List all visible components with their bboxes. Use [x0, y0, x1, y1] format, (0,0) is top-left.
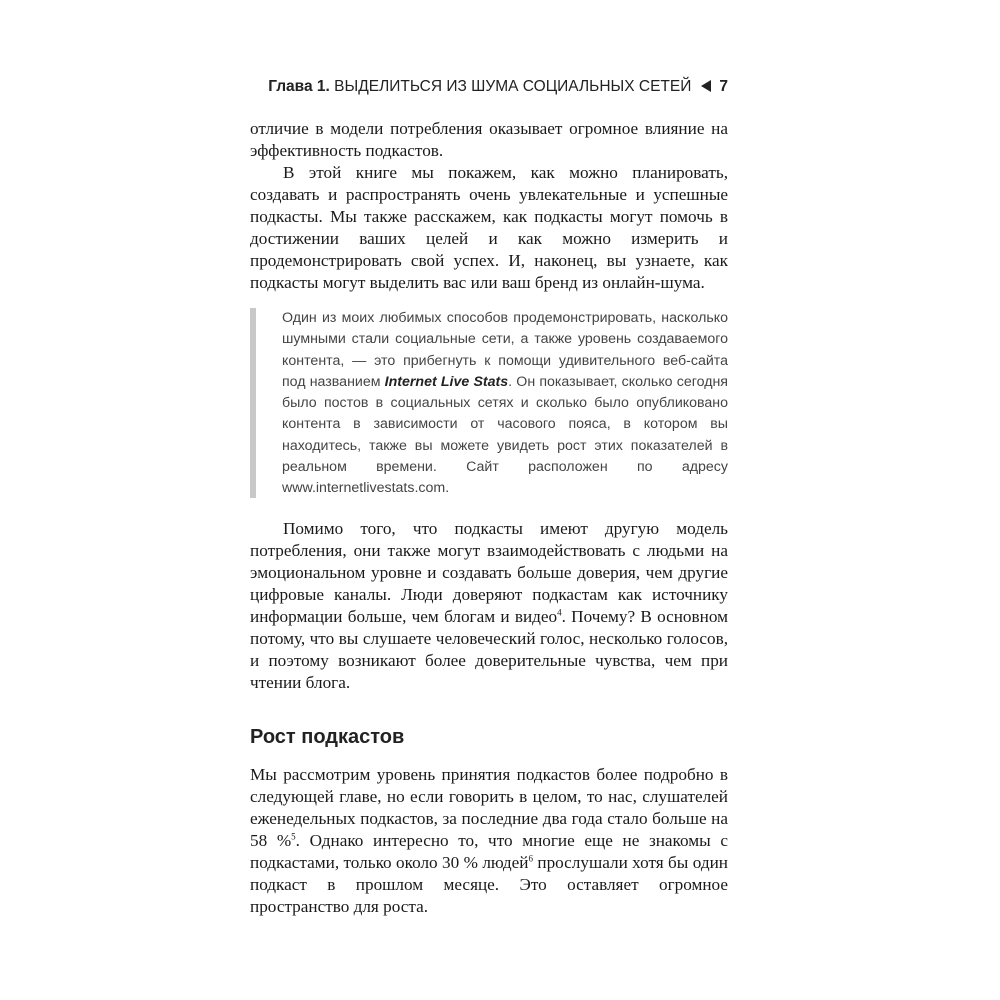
section-title: Рост подкастов	[250, 726, 405, 748]
page-number: 7	[719, 78, 728, 95]
sidebar-note-text: Один из моих любимых способов продемонстрировать, насколько шумными стали социальные сети, а также уровень создаваемого контента, — это прибегнуть к помощи удивительного веб-сайта под названием Internet Live Stats. Он показывает, сколько сегодня было постов в социальных сетях и сколько было опубликовано контента в зависимости от часового пояса, в котором вы находитесь, также вы можете увидеть рост этих показателей в реальном времени. Сайт расположен по адресу www.internetlivestats.com.	[282, 310, 728, 497]
running-header	[250, 78, 728, 96]
paragraph-growth: Мы рассмотрим уровень принятия подкастов более подробно в следующей главе, но если говорить в целом, то нас, слушателей еженедельных подкастов, за последние два года стало больше на 58 %$^5$. Однако интересно то, что многие еще не знакомы с подкастами, только около 30 % людей$^6$ прослушали хотя бы один подкаст в прошлом месяце. Это оставляет огромное пространство для роста.	[250, 765, 728, 916]
footnote-ref: 6	[528, 853, 533, 864]
chapter-label: Глава 1.	[268, 78, 330, 95]
site-name: Internet Live Stats	[384, 373, 509, 390]
footnote-ref: 4	[557, 607, 562, 618]
footnote-ref: 5	[291, 831, 296, 842]
triangle-left-icon	[701, 80, 711, 92]
sidebar-bar	[250, 308, 256, 498]
paragraph-block-3	[250, 764, 728, 918]
sidebar-note	[250, 308, 728, 498]
paragraph-block-1	[250, 118, 728, 294]
paragraph-continuation: отличие в модели потребления оказывает огромное влияние на эффективность подкастов.	[250, 119, 728, 160]
chapter-title: ВЫДЕЛИТЬСЯ ИЗ ШУМА СОЦИАЛЬНЫХ СЕТЕЙ	[334, 78, 692, 95]
paragraph-block-2	[250, 518, 728, 694]
paragraph-book-overview: В этой книге мы покажем, как можно планировать, создавать и распространять очень увлекательные и успешные подкасты. Мы также расскажем, как подкасты могут помочь в достижении ваших целей и как можно измерить и продемонстрировать свой успех. И, наконец, вы узнаете, как подкасты могут выделить вас или ваш бренд из онлайн-шума.	[250, 163, 728, 292]
paragraph-trust: Помимо того, что подкасты имеют другую модель потребления, они также могут взаимодействовать с людьми на эмоциональном уровне и создавать больше доверия, чем другие цифровые каналы. Люди доверяют подкастам как источнику информации больше, чем блогам и видео$^4$. Почему? В основном потому, что вы слушаете человеческий голос, несколько голосов, и поэтому возникают более доверительные чувства, чем при чтении блога.	[250, 519, 728, 692]
